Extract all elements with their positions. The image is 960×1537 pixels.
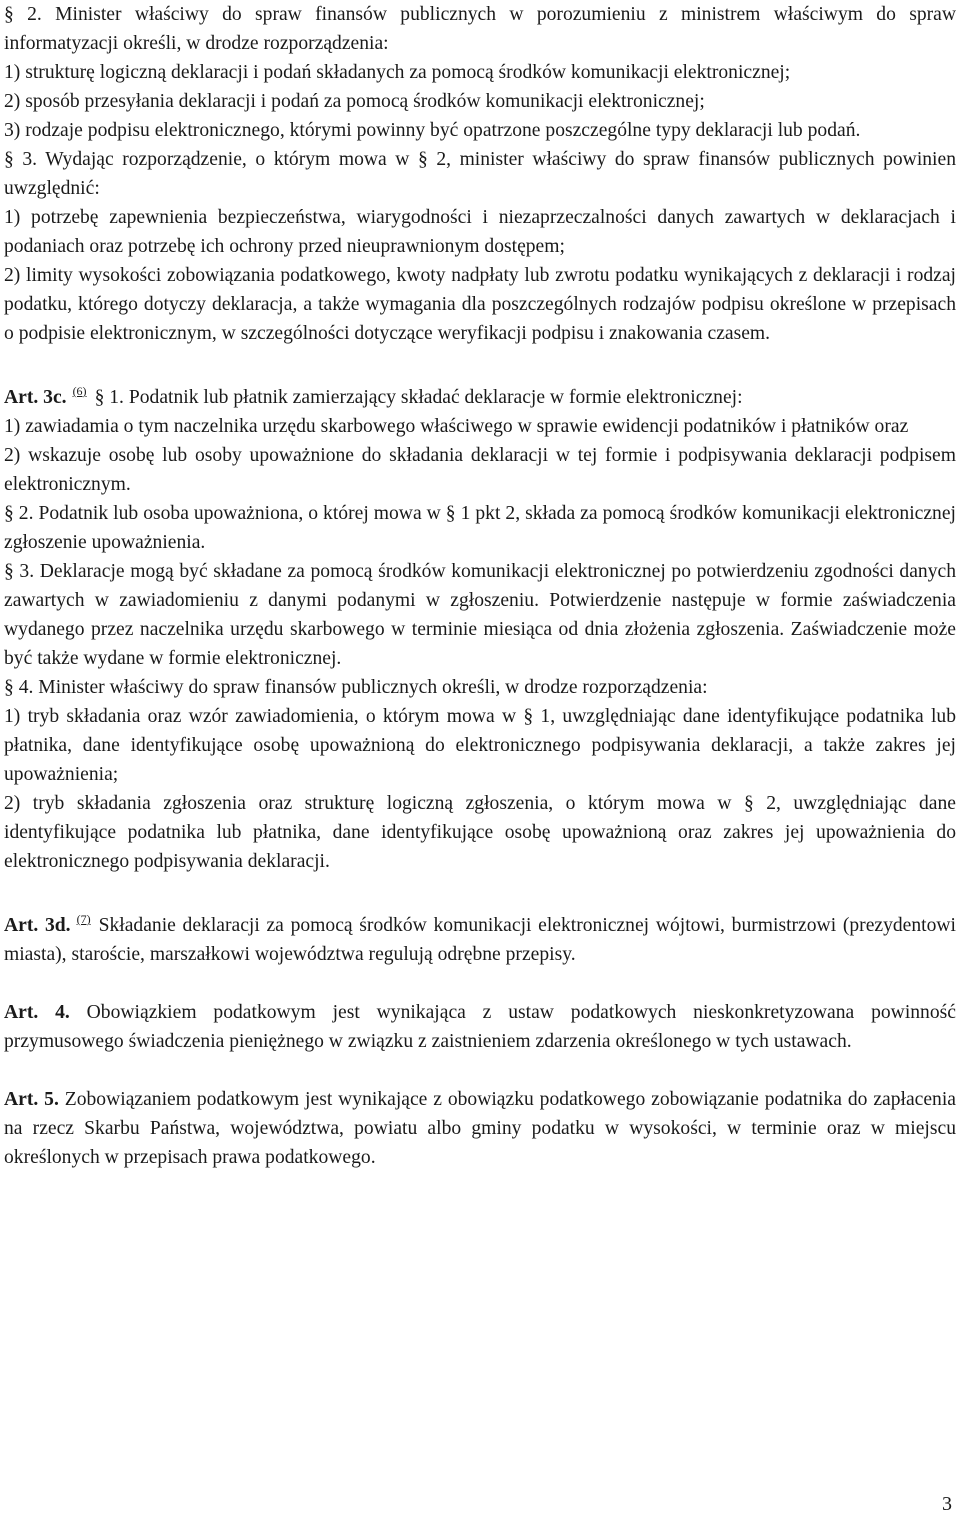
- article-text: § 1. Podatnik lub płatnik zamierzający składać deklaracje w formie elektronicznej:: [94, 387, 743, 408]
- article-text: Składanie deklaracji za pomocą środków komunikacji elektronicznej wójtowi, burmistrzowi (prezydentowi miasta), staroście, marszałkowi województwa regulują odrębne przepisy.: [4, 915, 957, 965]
- list-item: 1) strukturę logiczną deklaracji i podań składanych za pomocą środków komunikacji elektronicznej;: [4, 62, 791, 83]
- article-5: [4, 1085, 956, 1172]
- list-item: 1) potrzebę zapewnienia bezpieczeństwa, wiarygodności i niezaprzeczalności danych zawartych w deklaracjach i podaniach oraz potrzebę ich ochrony przed nieuprawnionym dostępem;: [4, 207, 956, 257]
- article-label: Art. 5.: [4, 1089, 59, 1110]
- paragraph-sec3-intro: § 3. Wydając rozporządzenie, o którym mowa w § 2, minister właściwy do spraw finansów publicznych powinien uwzględnić:: [4, 149, 956, 199]
- article-label: Art. 4.: [4, 1002, 70, 1023]
- list-item: 1) zawiadamia o tym naczelnika urzędu skarbowego właściwego w sprawie ewidencji podatników i płatników oraz: [4, 416, 909, 437]
- list-item: 3) rodzaje podpisu elektronicznego, którymi powinny być opatrzone poszczególne typy deklaracji lub podań.: [4, 120, 861, 141]
- article-label: Art. 3d.: [4, 915, 71, 936]
- list-item: 2) wskazuje osobę lub osoby upoważnione do składania deklaracji w tej formie i podpisywania deklaracji podpisem elektronicznym.: [4, 445, 956, 495]
- page-number: 3: [942, 1493, 952, 1515]
- article-4: [4, 998, 956, 1056]
- paragraph-sec2-intro: § 2. Minister właściwy do spraw finansów publicznych w porozumieniu z ministrem właściwym do spraw informatyzacji określi, w drodze rozporządzenia:: [4, 4, 956, 54]
- list-item: 2) tryb składania zgłoszenia oraz strukturę logiczną zgłoszenia, o którym mowa w § 2, uwzględniając dane identyfikujące podatnika lub płatnika, dane identyfikujące osobę upoważnioną oraz zakres jej upoważnienia do elektronicznego podpisywania deklaracji.: [4, 793, 956, 872]
- list-item: § 3. Deklaracje mogą być składane za pomocą środków komunikacji elektronicznej po potwierdzeniu zgodności danych zawartych w zawiadomieniu z danymi podanymi w zgłoszeniu. Potwierdzenie następuje w formie zaświadczenia wydanego przez naczelnika urzędu skarbowego w terminie miesiąca od dnia złożenia zgłoszenia. Zaświadczenie może być także wydane w formie elektronicznej.: [4, 561, 956, 669]
- article-3c: [4, 377, 956, 412]
- list-item: § 4. Minister właściwy do spraw finansów publicznych określi, w drodze rozporządzenia:: [4, 677, 708, 698]
- article-text: Zobowiązaniem podatkowym jest wynikające z obowiązku podatkowego zobowiązanie podatnika do zapłacenia na rzecz Skarbu Państwa, województwa, powiatu albo gminy podatku w wysokości, w terminie oraz w miejscu określonych w przepisach prawa podatkowego.: [4, 1089, 956, 1168]
- footnote-link[interactable]: (7): [76, 912, 91, 926]
- article-3d: [4, 905, 956, 969]
- article-label: Art. 3c.: [4, 387, 67, 408]
- document-page: [4, 0, 956, 1172]
- list-item: 2) limity wysokości zobowiązania podatkowego, kwoty nadpłaty lub zwrotu podatku wynikających z deklaracji i rodzaj podatku, którego dotyczy deklaracja, a także wymagania dla poszczególnych rodzajów podpisu określone w przepisach o podpisie elektronicznym, w szczególności dotyczące weryfikacji podpisu i znakowania czasem.: [4, 265, 956, 344]
- list-item: 2) sposób przesyłania deklaracji i podań za pomocą środków komunikacji elektronicznej;: [4, 91, 705, 112]
- list-item: § 2. Podatnik lub osoba upoważniona, o której mowa w § 1 pkt 2, składa za pomocą środków komunikacji elektronicznej zgłoszenie upoważnienia.: [4, 503, 956, 553]
- footnote-link[interactable]: (6): [72, 384, 87, 398]
- article-text: Obowiązkiem podatkowym jest wynikająca z ustaw podatkowych nieskonkretyzowana powinność przymusowego świadczenia pieniężnego w związku z zaistnieniem zdarzenia określonego w tych ustawach.: [4, 1002, 956, 1052]
- list-item: 1) tryb składania oraz wzór zawiadomienia, o którym mowa w § 1, uwzględniając dane identyfikujące podatnika lub płatnika, dane identyfikujące osobę upoważnioną do elektronicznego podpisywania deklaracji, a także zakres jej upoważnienia;: [4, 706, 956, 785]
